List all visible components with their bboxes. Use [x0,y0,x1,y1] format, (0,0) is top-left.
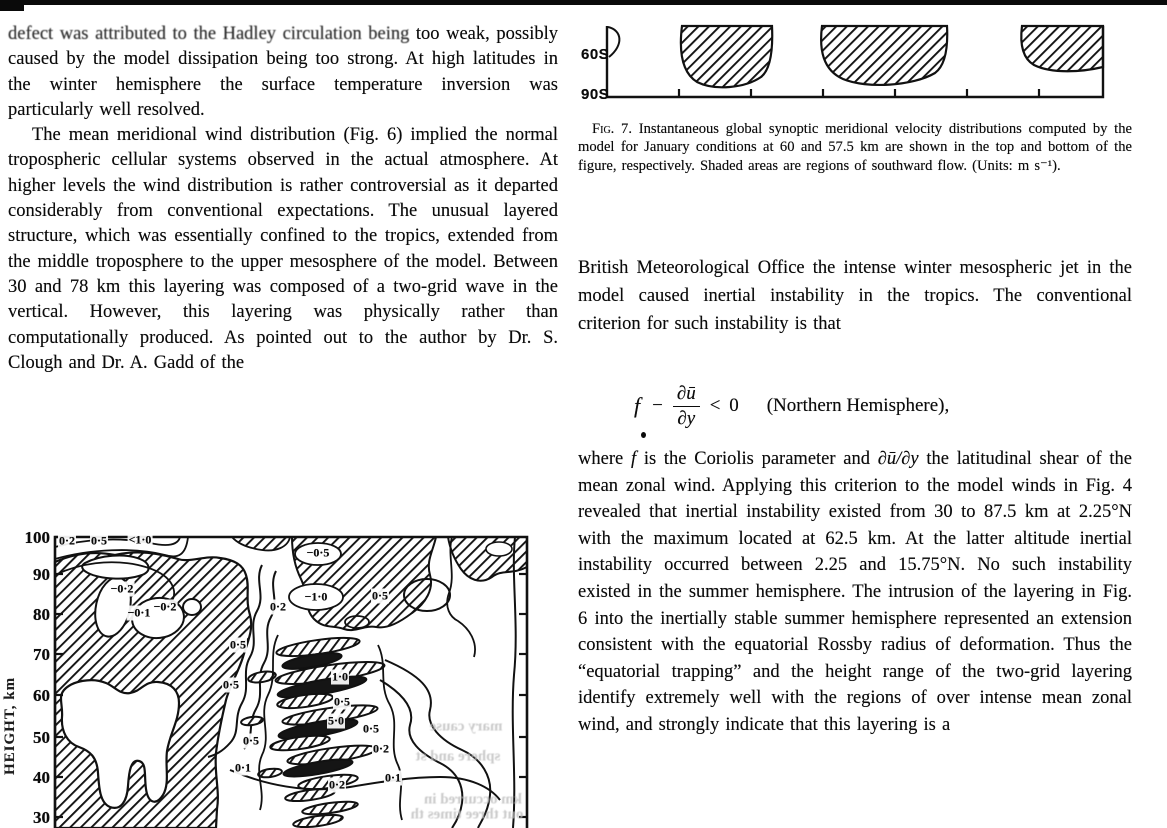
fig6-plot-canvas [0,525,560,828]
fig6-stack-flank-right [378,645,402,820]
bleedthrough-text: km occurred in [423,791,523,808]
fig7-ytick-90S: 90S [581,86,610,103]
fig7-caption-label: Fig. 7. [592,121,632,137]
fig6-lens-in-hole [345,616,369,628]
bleedthrough-text: sphere and st [415,748,501,765]
fig6-ytick-70: 70 [33,645,50,664]
equation-numerator: ∂ū [673,384,700,407]
contour-label: −0·2 [153,599,177,614]
fig6-closed-contour-hole-4 [82,556,148,579]
bleedthrough-text: mary cause [429,718,503,735]
contour-label: 0·5 [333,694,351,709]
bleedthrough-text: out three times th [410,806,524,823]
contour-label: 0·2 [269,599,287,614]
left-paragraph-1: defect was attributed to the Hadley circulation being too weak, possibly caused by the model dissipation being too strong. At high latitudes in the winter hemisphere the surface temperature inversion was particularly well resolved. [8,24,558,120]
fig6-closed-contour-hole-3 [183,599,201,615]
fig6-ytick-100: 100 [24,528,50,547]
equation-f: f [634,393,641,418]
contour-label: 0·1 [234,760,252,775]
contour-label: 0·5 [371,588,389,603]
figure-6-contour-plot [0,525,560,828]
equation-qualifier: (Northern Hemisphere), [766,395,950,416]
figure-7-caption [578,120,1132,175]
right-paragraph-1: British Meteorological Office the intense winter mesospheric jet in the model caused inertial instability in the tropics. The conventional criterion for such instability is that [578,258,1132,334]
right-paragraph-2: where f is the Coriolis parameter and ∂ū/∂y the latitudinal shear of the mean zonal wind. Applying this criterion to the model winds in Fig. 4 revealed that inertial instability existed from 30 to 87.5 km at 2.25°N with the maximum located at 62.5 km. At the latter altitude inertial instability occurred between 2.25 and 15.75°N. No such instability existed in the summer hemisphere. The intrusion of the layering in Fig. 6 into the inertially stable summer hemisphere represented an extension consistent with the equatorial Rossby radius of deformation. Thus the “equatorial trapping” and the height range of the two-grid layering identify extremely well with the regions of over intense mean zonal wind, and strongly indicate that this layering is a [578,449,1132,735]
contour-label: <1·0 [128,532,152,547]
shear-symbol: ∂ū/∂y [877,449,919,469]
inertial-instability-equation [578,374,1132,438]
fig7-shaded-region-1 [681,26,772,87]
scan-corner-blob [0,0,24,11]
left-paragraph-2: The mean meridional wind distribution (Fig. 6) implied the normal tropospheric cellular systems observed in the actual atmosphere. At higher levels the wind distribution is rather controversial as it departed considerably from conventional expectations. The unusual layered structure, which was essentially confined to the tropics, extended from the middle troposphere to the upper mesosphere of the model. Between 30 and 78 km this layering was composed of a two-grid wave in the vertical. However, this layering was physically rather than computationally produced. As pointed out to the author by Dr. S. Clough and Dr. A. Gadd of the [8,125,558,373]
equation-fraction [673,384,700,429]
fig6-ytick-90: 90 [33,565,50,584]
fig7-shaded-region-2 [821,26,947,85]
fig6-hatched-strip-top [232,537,290,550]
coriolis-f-symbol: f [630,449,637,469]
fig6-ytick-80: 80 [33,605,50,624]
left-text-column [8,22,558,376]
fig6-hole-top-right [486,542,512,556]
contour-label: −0·1 [127,605,151,620]
equation-relation: < 0 [709,395,741,416]
figure-7-plot-fragment [575,0,1115,114]
fig7-caption-text: Instantaneous global synoptic meridional velocity distributions computed by the model for January conditions at 60 and 57.5 km are shown in the top and bottom of the figure, respectively. Shaded areas are regions of southward flow. (Units: m s⁻¹). [578,121,1132,174]
contour-label: 1·0 [331,669,349,684]
contour-label: 0·1 [384,770,402,785]
fig6-ytick-40: 40 [33,768,50,787]
contour-label: 0·2 [58,533,76,548]
contour-label: 0·5 [362,721,380,736]
contour-label: −0·5 [306,545,330,560]
contour-label: 0·5 [242,733,260,748]
fig6-y-axis-title: HEIGHT, km [2,676,18,775]
contour-label: 5·0 [327,713,345,728]
contour-label: −1·0 [304,589,328,604]
fig6-ytick-50: 50 [33,728,50,747]
figure-7-plot [575,0,1115,114]
contour-label: 0·2 [372,741,390,756]
fig7-ytick-60S: 60S [581,46,610,63]
fig7-shaded-region-3 [1021,26,1103,71]
smudged-first-line: defect was attributed to the Hadley circulation being [8,24,410,44]
contour-label: −0·2 [110,581,134,596]
fig6-ytick-30: 30 [33,808,50,827]
contour-label: 0·5 [222,677,240,692]
contour-label: 0·5 [90,533,108,548]
fig6-ytick-60: 60 [33,686,50,705]
equation-denominator: ∂y [677,407,696,429]
contour-label: 0·2 [328,777,346,792]
contour-label: 0·5 [229,637,247,652]
print-dot-artifact [641,432,646,438]
fig7-contour-hook [608,27,619,57]
fig6-contour-right-vertical [513,537,516,828]
equation-minus: − [652,395,663,416]
